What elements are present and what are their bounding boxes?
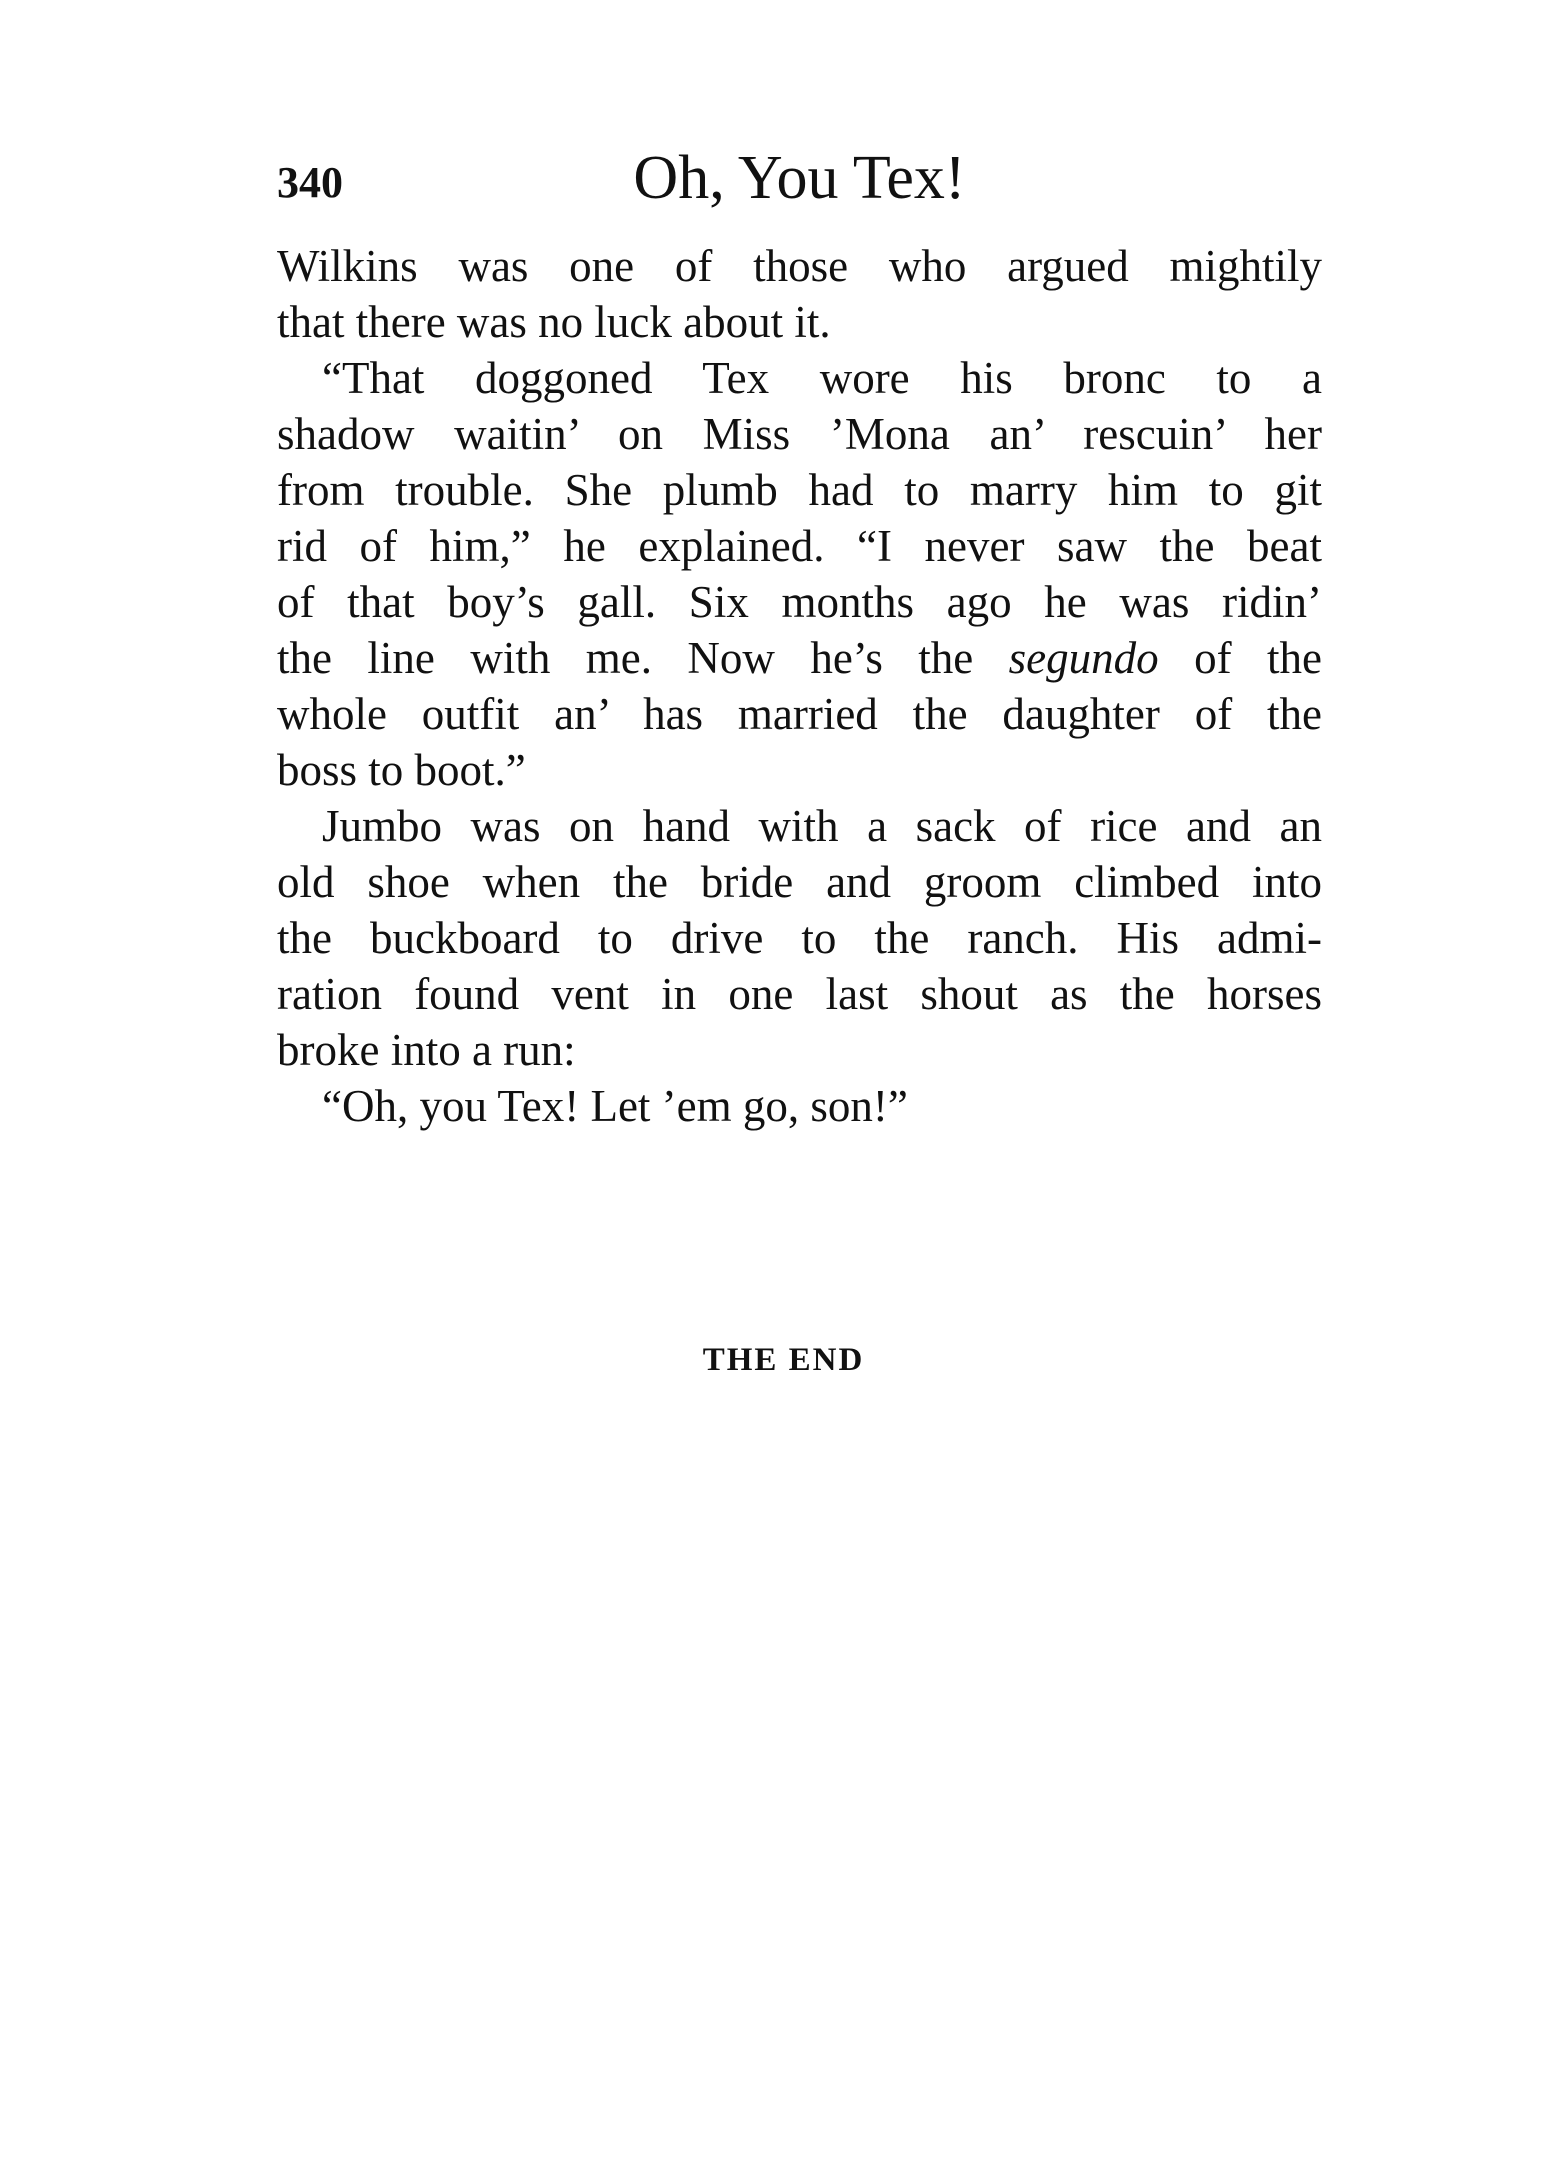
running-title: Oh, You Tex! bbox=[633, 144, 966, 212]
page-header bbox=[277, 142, 1322, 222]
text-line: shadow waitin’ on Miss ’Mona an’ rescuin’ her bbox=[277, 409, 1322, 459]
text-line: of that boy’s gall. Six months ago he was ridin’ bbox=[277, 577, 1322, 627]
text-line: whole outfit an’ has married the daughter of the bbox=[277, 689, 1322, 739]
text-line: that there was no luck about it. bbox=[277, 297, 831, 347]
text-line: “Oh, you Tex! Let ’em go, son!” bbox=[322, 1081, 908, 1131]
text-line: old shoe when the bride and groom climbed into bbox=[277, 857, 1322, 907]
text-line: Jumbo was on hand with a sack of rice and an bbox=[322, 801, 1322, 851]
text-line: from trouble. She plumb had to marry him to git bbox=[277, 465, 1322, 515]
text-line: “That doggoned Tex wore his bronc to a bbox=[322, 353, 1322, 403]
text-line: rid of him,” he explained. “I never saw the beat bbox=[277, 521, 1322, 571]
end-mark: THE END bbox=[702, 1342, 865, 1378]
text-segment: the line with me. Now he’s the bbox=[277, 633, 1009, 683]
text-line-with-italic bbox=[277, 630, 1322, 686]
text-line: the buckboard to drive to the ranch. His admi- bbox=[277, 913, 1322, 963]
italic-word: segundo bbox=[1008, 633, 1159, 683]
body-text bbox=[277, 238, 1322, 1134]
text-line: boss to boot.” bbox=[277, 745, 526, 795]
text-line: broke into a run: bbox=[277, 1025, 576, 1075]
text-line: Wilkins was one of those who argued mightily bbox=[277, 241, 1322, 291]
text-segment: of the bbox=[1158, 633, 1322, 683]
page-number: 340 bbox=[277, 158, 343, 207]
text-line: ration found vent in one last shout as the horses bbox=[277, 969, 1322, 1019]
